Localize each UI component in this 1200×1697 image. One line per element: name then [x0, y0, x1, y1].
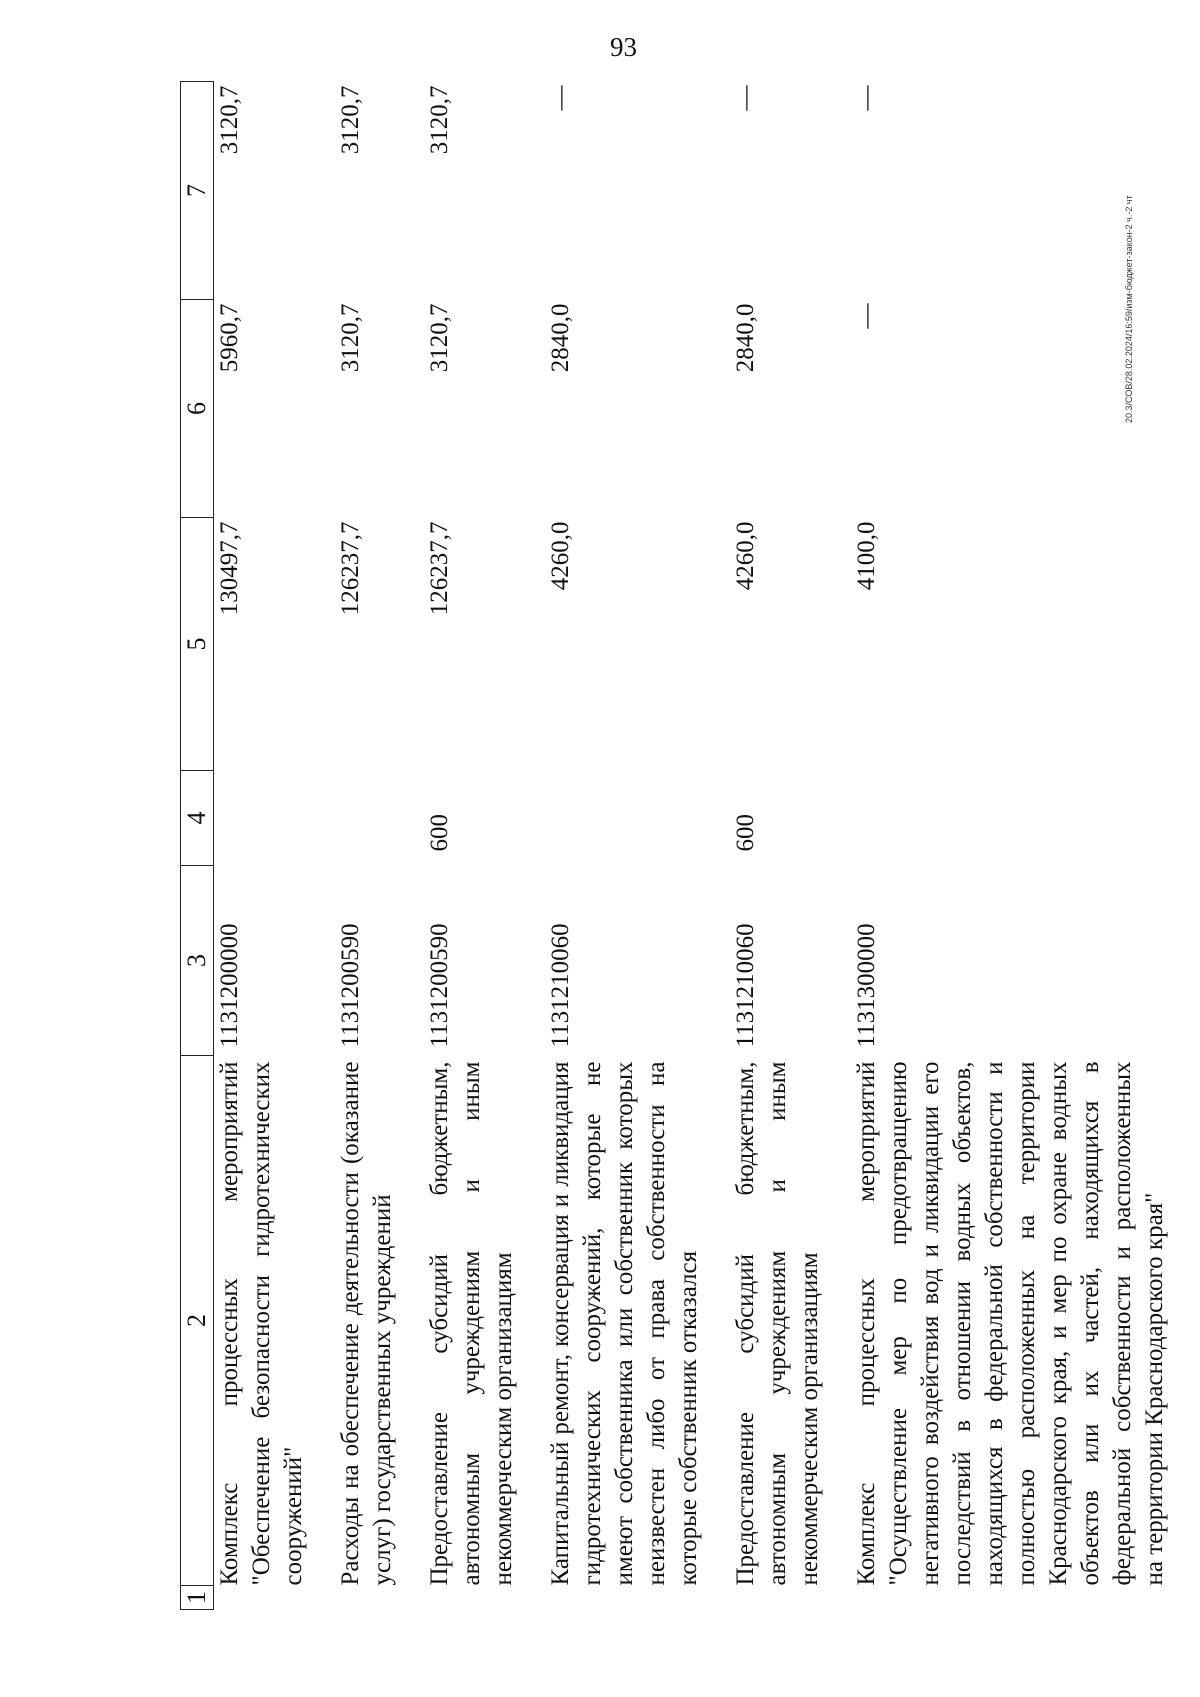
row-name-cell: Комплекс процессных мероприятий "Осуществление мер по предотвращению негативного воздействия вод и ликвидации его последствий в отношении водных объектов, находящихся в федеральной собственности и полностью расположенных на территории Краснодарского края, и мер по охране водных объектов или их частей, находящихся в федеральной собственности и расположенных на территории Краснодарского края": [853, 1061, 1168, 1586]
row-index-cell: [335, 1586, 424, 1610]
row-code-cell: 1131300000: [853, 923, 880, 1048]
row-type-cell: [545, 771, 730, 866]
row-code-cell: 1131210060: [547, 923, 574, 1048]
row-code-cell: 1131200590: [337, 923, 364, 1048]
page-number: 93: [610, 32, 637, 62]
row-value-5-cell: 4260,0: [547, 521, 574, 591]
table-header-row: [181, 82, 214, 1610]
row-type-cell: 600: [426, 814, 453, 852]
row-value-7-cell: —: [732, 85, 759, 111]
row-value-6-cell: —: [853, 303, 880, 329]
row-code-cell: 1131210060: [732, 923, 759, 1048]
row-value-7-cell: 3120,7: [337, 85, 364, 155]
table-row: [545, 82, 730, 1610]
row-name-cell: Предоставление субсидий бюджетным, автономным учреждениям и иным некоммерческим организациям: [426, 1061, 517, 1586]
budget-table: [180, 81, 1196, 1610]
row-name-cell: Предоставление субсидий бюджетным, автономным учреждениям и иным некоммерческим организациям: [732, 1061, 823, 1586]
row-name-cell: Капитальный ремонт, консервация и ликвидация гидротехнических сооружений, которые не имеют собственника или собственник которых неизвестен либо от права собственности на которые собственник отказался: [547, 1061, 702, 1586]
header-col-3: 3: [181, 866, 214, 1056]
row-index-cell: [730, 1586, 851, 1610]
row-value-5-cell: 4100,0: [853, 521, 880, 591]
row-value-7-cell: 3120,7: [426, 85, 453, 155]
row-index-cell: [214, 1586, 336, 1610]
row-code-cell: 1131200000: [216, 923, 243, 1048]
row-name-cell: Расходы на обеспечение деятельности (оказание услуг) государственных учреждений: [337, 1061, 396, 1586]
table-row: [730, 82, 851, 1610]
footer-stamp: 20.3/СОВ/28.02.2024/16:59/изм-бюджет-закон-2 ч.-2 чт: [1124, 195, 1134, 423]
row-value-5-cell: 126237,7: [337, 521, 364, 616]
header-col-2: 2: [181, 1056, 214, 1586]
table-row: [335, 82, 424, 1610]
row-value-6-cell: 3120,7: [426, 303, 453, 373]
row-value-7-cell: —: [853, 85, 880, 111]
row-type-cell: 600: [732, 814, 759, 852]
header-col-5: 5: [181, 518, 214, 771]
table-row: [851, 82, 1196, 1610]
table-row: [424, 82, 545, 1610]
row-index-cell: [851, 1586, 1196, 1610]
row-value-6-cell: 5960,7: [216, 303, 243, 373]
row-value-6-cell: 2840,0: [547, 303, 574, 373]
table-row: [214, 82, 336, 1610]
header-col-1: 1: [181, 1586, 214, 1610]
row-type-cell: [851, 771, 1196, 866]
header-col-4: 4: [181, 771, 214, 866]
row-type-cell: [214, 771, 336, 866]
row-value-5-cell: 126237,7: [426, 521, 453, 616]
row-value-7-cell: 3120,7: [216, 85, 243, 155]
header-col-6: 6: [181, 300, 214, 518]
row-value-5-cell: 4260,0: [732, 521, 759, 591]
row-type-cell: [335, 771, 424, 866]
budget-table-rotated: [180, 82, 1180, 1610]
row-value-6-cell: 3120,7: [337, 303, 364, 373]
row-value-5-cell: 130497,7: [216, 521, 243, 616]
header-col-7: 7: [181, 82, 214, 300]
row-value-7-cell: —: [547, 85, 574, 111]
row-index-cell: [545, 1586, 730, 1610]
row-value-6-cell: 2840,0: [732, 303, 759, 373]
row-index-cell: [424, 1586, 545, 1610]
row-name-cell: Комплекс процессных мероприятий "Обеспечение безопасности гидротехнических сооружений": [216, 1061, 307, 1586]
row-code-cell: 1131200590: [426, 923, 453, 1048]
